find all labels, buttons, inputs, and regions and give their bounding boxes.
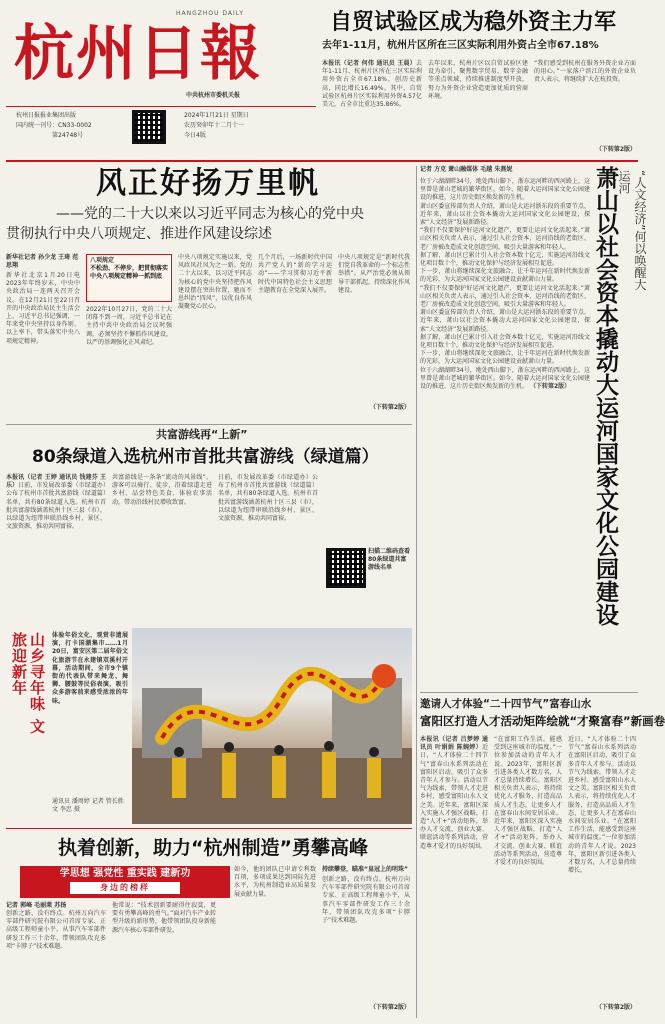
greenway-story [6, 428, 412, 624]
fuyang-byline: 本报讯（记者 吕梦婷 通讯员 叶娟娟 陈婉婷） [420, 736, 488, 752]
main-story-headline: 风正好扬万里帆 [96, 166, 320, 201]
masthead-info2: 国内统一刊号：CN33-0002 [16, 122, 92, 129]
innovation-banner [20, 866, 230, 898]
top-story-byline: 本报讯（记者 何伟 通讯员 王晨） [322, 60, 416, 67]
fuyang-text3-b: “在富阳工作生活，能感受到这座城市的温度。”一位参加活动的青年人才说。2023年，富阳区新引进各类人才数万名，人才总量持续增长。 [568, 818, 636, 875]
top-story-more: （下转第2版） [595, 146, 636, 153]
greenway-text1: 日前，市发展改革委（市绿道办）公布了杭州市首批共富游线（绿道篇）名单，共有80条绿道入选。杭州市首批共富游线涵盖杭州十区三县（市），以绿道为纽带串联沿线乡村、景区、文旅资源，推动共同富裕。 [6, 482, 106, 531]
greenway-kicker: 共富游线再“上新” [156, 428, 248, 441]
main-story-text4: 几个月后，一场新时代中国共产党人的“新的学习运动”——学习贯彻习近平新时代中国特色社会主义思想主题教育在全党深入展开。 [258, 254, 332, 294]
top-story [322, 6, 638, 156]
xiaoshan-text5: 下一步，萧山将继续深化文旅融合，让千年运河在新时代焕发新的光彩，为大运河国家文化公园建设贡献萧山力量。 [420, 268, 590, 284]
photo-label: 山乡寻年味 文旅迎新年 [10, 632, 46, 735]
innovation-text4: 创新之路，没有终点。杭州万向汽车零部件研究院有限公司首席专家、正高级工程师童小平，从事汽车零部件研发工作三十余年，带领团队攻克多项“卡脖子”技术难题。 [322, 876, 410, 925]
xiaoshan-text3-cont: 位于六湖湖畔34号，地处西山脚下，浙东运河畔的西河路上，这里曾是萧山老城的繁华街区。如今，随着大运河国家文化公园建设的推进，这片历史街区焕发新的生机。 [420, 366, 590, 391]
xiaoshan-more: （下转第2版） [529, 383, 571, 391]
main-story-text5: 中央八项规定是“新时代我们党自我革命的一个标志性举措”。从严治党必须从领导干部抓起，持续深化作风建设。 [338, 254, 411, 294]
top-story-text3: “我们感受到杭州在服务外资企业方面的用心。”一家落户滨江的外资企业负责人表示，将继续扩大在杭投资。 [534, 60, 636, 84]
xiaoshan-text5-cont: 下一步，萧山将继续深化文旅融合，让千年运河在新时代焕发新的光彩，为大运河国家文化公园建设贡献萧山力量。 [420, 350, 590, 366]
main-story-sub2: 贯彻执行中央八项规定、推进作风建设综述 [6, 226, 272, 242]
fuyang-text4: 富阳区相关负责人表示，将持续优化人才服务，打造高品质人才生态，让更多人才在富春山水间安居乐业。 [494, 777, 562, 817]
innovation-story [6, 832, 412, 1018]
photo-section [6, 628, 412, 824]
top-story-text2: 去年以来，杭州片区以自贸试验区建设为牵引，聚焦数字贸易、数字金融等重点领域，持续推进制度型开放，努力为外资企业营造更加优质的营商环境。 [428, 60, 528, 100]
masthead-info3: 第24748号 [52, 132, 84, 139]
fuyang-text1: 近日，“人才体验二十四节气”富春山水系列活动在富阳区启动，吸引了众多青年人才参与。活动以节气为线索，带领人才走进乡村、感受富阳山水人文之美。 [420, 744, 488, 809]
xiaoshan-text1-cont: “我们不仅要保护好运河文化遗产，更要让运河文化活起来。”萧山区相关负责人表示，通过引入社会资本，运河沿线的老街区、老厂房被改造成文化创意空间，吸引大量游客和年轻人。 [420, 284, 590, 309]
main-story-text3: 中央八项规定实施以来，党风政风社风为之一新。党的二十大以来，以习近平同志为核心的党中央坚持把作风建设摆在突出位置，驰而不息纠治“四风”，以优良作风凝聚党心民心。 [178, 254, 252, 311]
greenway-text3: 日前，市发展改革委（市绿道办）公布了杭州市首批共富游线（绿道篇）名单，共有80条绿道入选。杭州市首批共富游线涵盖杭州十区三县（市），以绿道为纽带串联沿线乡村、景区、文旅资源，推动共同富裕。 [218, 474, 318, 523]
fuyang-more: （下转第2版） [595, 1004, 636, 1011]
xiaoshan-text1: 位于六湖湖畔34号，地处西山脚下，浙东运河畔的西河路上，这里曾是萧山老城的繁华街区。如今，随着大运河国家文化公园建设的推进，这片历史街区焕发新的生机。 [420, 178, 590, 202]
masthead [6, 6, 318, 156]
dragon-dance-photo [132, 628, 412, 824]
xiaoshan-text4: 据了解，萧山区已累计引入社会资本数十亿元，实施运河沿线文化项目数十个，推动文化保护与经济发展相互促进。 [420, 251, 590, 268]
fuyang-story [420, 696, 665, 1018]
greenway-headline: 80条绿道入选杭州市首批共富游线（绿道篇） [32, 447, 379, 467]
masthead-logo: 杭州日報 [14, 19, 262, 89]
masthead-info1: 杭州日报报业集团出版 [16, 112, 77, 119]
innovation-more: （下转第2版） [369, 1004, 410, 1011]
innovation-text3: 如今，他的团队已申请专利数百项，多项成果达到国际先进水平，为杭州制造业高质量发展贡献力量。 [234, 866, 316, 898]
main-story-box-title: 八项规定 [90, 257, 115, 264]
xiaoshan-text4-cont: 据了解，萧山区已累计引入社会资本数十亿元，实施运河沿线文化项目数十个，推动文化保护与经济发展相互促进。 [420, 333, 590, 350]
fuyang-text3: “在富阳工作生活，能感受到这座城市的温度。”一位参加活动的青年人才说。2023年，富阳区新引进各类人才数万名，人才总量持续增长。 [494, 736, 562, 785]
xiaoshan-headline: 萧山以社会资本撬动大运河国家文化公园建设 [592, 166, 618, 626]
xiaoshan-text2-cont: 萧山区委宣传部负责人介绍，萧山是大运河浙东段的重要节点，近年来，萧山以社会资本撬动大运河国家文化公园建设，探索“人文经济”发展新路径。 [420, 309, 590, 333]
main-story-box-line: 不松劲、不停步，把贯彻落实中央八项规定精神一抓到底 [90, 265, 169, 280]
fuyang-headline: 富阳区打造人才活动矩阵绘就“才聚富春”新画卷 [420, 714, 665, 728]
masthead-date2: 农历癸卯年十二月十一 [184, 122, 245, 129]
innovation-subtitle: 持续攀登，瞄准“皇冠上的明珠” [322, 866, 408, 873]
top-story-headline: 自贸试验区成为稳外资主力军 [330, 10, 617, 35]
innovation-text1: 创新之路，没有终点。杭州万向汽车零部件研究院有限公司首席专家、正高级工程师童小平，从事汽车零部件研发工作三十余年，带领团队攻克多项“卡脖子”技术难题。 [6, 910, 106, 950]
masthead-pinyin: HANGZHOU DAILY [176, 10, 244, 17]
main-story [6, 166, 412, 422]
main-story-box [86, 254, 172, 302]
photo-caption: 体验年俗文化，观赏非遗展演，打卡国潮集市……1月20日，富安区第二届年俗文化旅游节在永建镇双溪村开幕，活动期间，全市9个镇街的代表队带来舞龙、舞狮、腰鼓等民俗表演，吸引众多游客前来感受浓浓的年味。 [52, 632, 128, 705]
fuyang-text2: 近年来，富阳区深入实施人才强区战略，打造“人才+”活动矩阵，举办人才交流、创业大赛、联谊活动等系列活动，营造尊才爱才的良好氛围。 [420, 801, 488, 850]
masthead-qr [132, 110, 166, 144]
xiaoshan-byline: 记者 方克 萧山融媒体 毛越 朱燕妮 [420, 166, 513, 173]
main-story-more: （下转第2版） [369, 404, 410, 411]
masthead-party: 中共杭州市委机关报 [186, 92, 241, 99]
innovation-text2: 他常说：“技术创新要耐得住寂寞，更要有勇攀高峰的勇气。”面对汽车产业转型升级的新形势，他带领团队投身新能源汽车核心零部件研发。 [112, 902, 216, 934]
fuyang-text4-b: 富阳区相关负责人表示，将持续优化人才服务，打造高品质人才生态，让更多人才在富春山水间安居乐业。 [568, 785, 636, 826]
main-story-text2: 2022年10月27日，党的二十大闭幕不到一周，习近平总书记在主持中共中央政治局会议时强调，必须坚持不懈抓作风建设，以严的基调强化正风肃纪。 [86, 306, 172, 346]
xiaoshan-kicker: “人文经济”何以唤醒大运河 [617, 170, 647, 291]
xiaoshan-story [420, 166, 647, 688]
top-story-subhead: 去年1-11月，杭州片区所在三区实际利用外资占全市67.18% [322, 40, 599, 51]
main-story-text1: 新华社北京1月20日电 2023年年终岁末，中央中央政治局一连两天召开会议。在12月21日至22日召开的中央政治局民主生活会上，习近平总书记强调，一年来党中央坚持以身作则、以上率下，带头落实中央八项规定精神。 [6, 272, 80, 345]
greenway-qr-caption: 扫描二维码查看80条绿道共富游线名单 [368, 548, 411, 571]
xiaoshan-text2: 萧山区委宣传部负责人介绍，萧山是大运河浙东段的重要节点，近年来，萧山以社会资本撬动大运河国家文化公园建设，探索“人文经济”发展新路径。 [420, 202, 590, 227]
fuyang-text1-b: 近日，“人才体验二十四节气”富春山水系列活动在富阳区启动，吸引了众多青年人才参与。活动以节气为线索，带领人才走进乡村、感受富阳山水人文之美。 [568, 736, 636, 793]
masthead-date1: 2024年1月21日 星期日 [184, 112, 249, 119]
main-story-byline: 新华社记者 孙少龙 王琦 范思翔 [6, 254, 79, 269]
innovation-byline: 记者 郭峰 毛丽莱 苏扬 [6, 902, 67, 909]
innovation-headline: 执着创新，助力“杭州制造”勇攀高峰 [58, 837, 368, 859]
fuyang-text2-b: 近年来，富阳区深入实施人才强区战略，打造“人才+”活动矩阵，举办人才交流、创业大赛、联谊活动等系列活动，营造尊才爱才的良好氛围。 [494, 818, 562, 867]
innovation-banner-sub: 身边的榜样 [70, 882, 180, 894]
fuyang-kicker: 邀请人才体验“二十四节气”富春山水 [420, 698, 592, 710]
top-story-text1: 去年1-11月，杭州片区所在三区实际利用外资占全市67.18%，创历史新高，同比增长16.49%。其中，自贸试验区杭州片区实际利用外资4.57亿美元，占全市比重达35.86%。 [322, 60, 422, 109]
greenway-text2: 共富游线是一条条“流动的风景线”。游客可以骑行、徒步，沿着绿道走进乡村、品尝特色美食、体验农事活动，带动沿线村民增收致富。 [112, 474, 212, 506]
greenway-byline: 本报讯（记者 王婷 通讯员 钱建芬 王乐） [6, 474, 106, 490]
xiaoshan-text3: “我们不仅要保护好运河文化遗产，更要让运河文化活起来。”萧山区相关负责人表示，通过引入社会资本，运河沿线的老街区、老厂房被改造成文化创意空间，吸引大量游客和年轻人。 [420, 227, 590, 251]
innovation-banner-top: 学思想 强党性 重实践 建新功 [59, 868, 191, 879]
greenway-qr [326, 548, 366, 588]
main-story-sub1: ——党的二十大以来以习近平同志为核心的党中央 [56, 206, 364, 222]
photo-credit: 通讯员 潘周婷 记者 管长胜 文 李忠 摄 [52, 798, 124, 813]
masthead-date3: 今日4版 [184, 132, 206, 139]
